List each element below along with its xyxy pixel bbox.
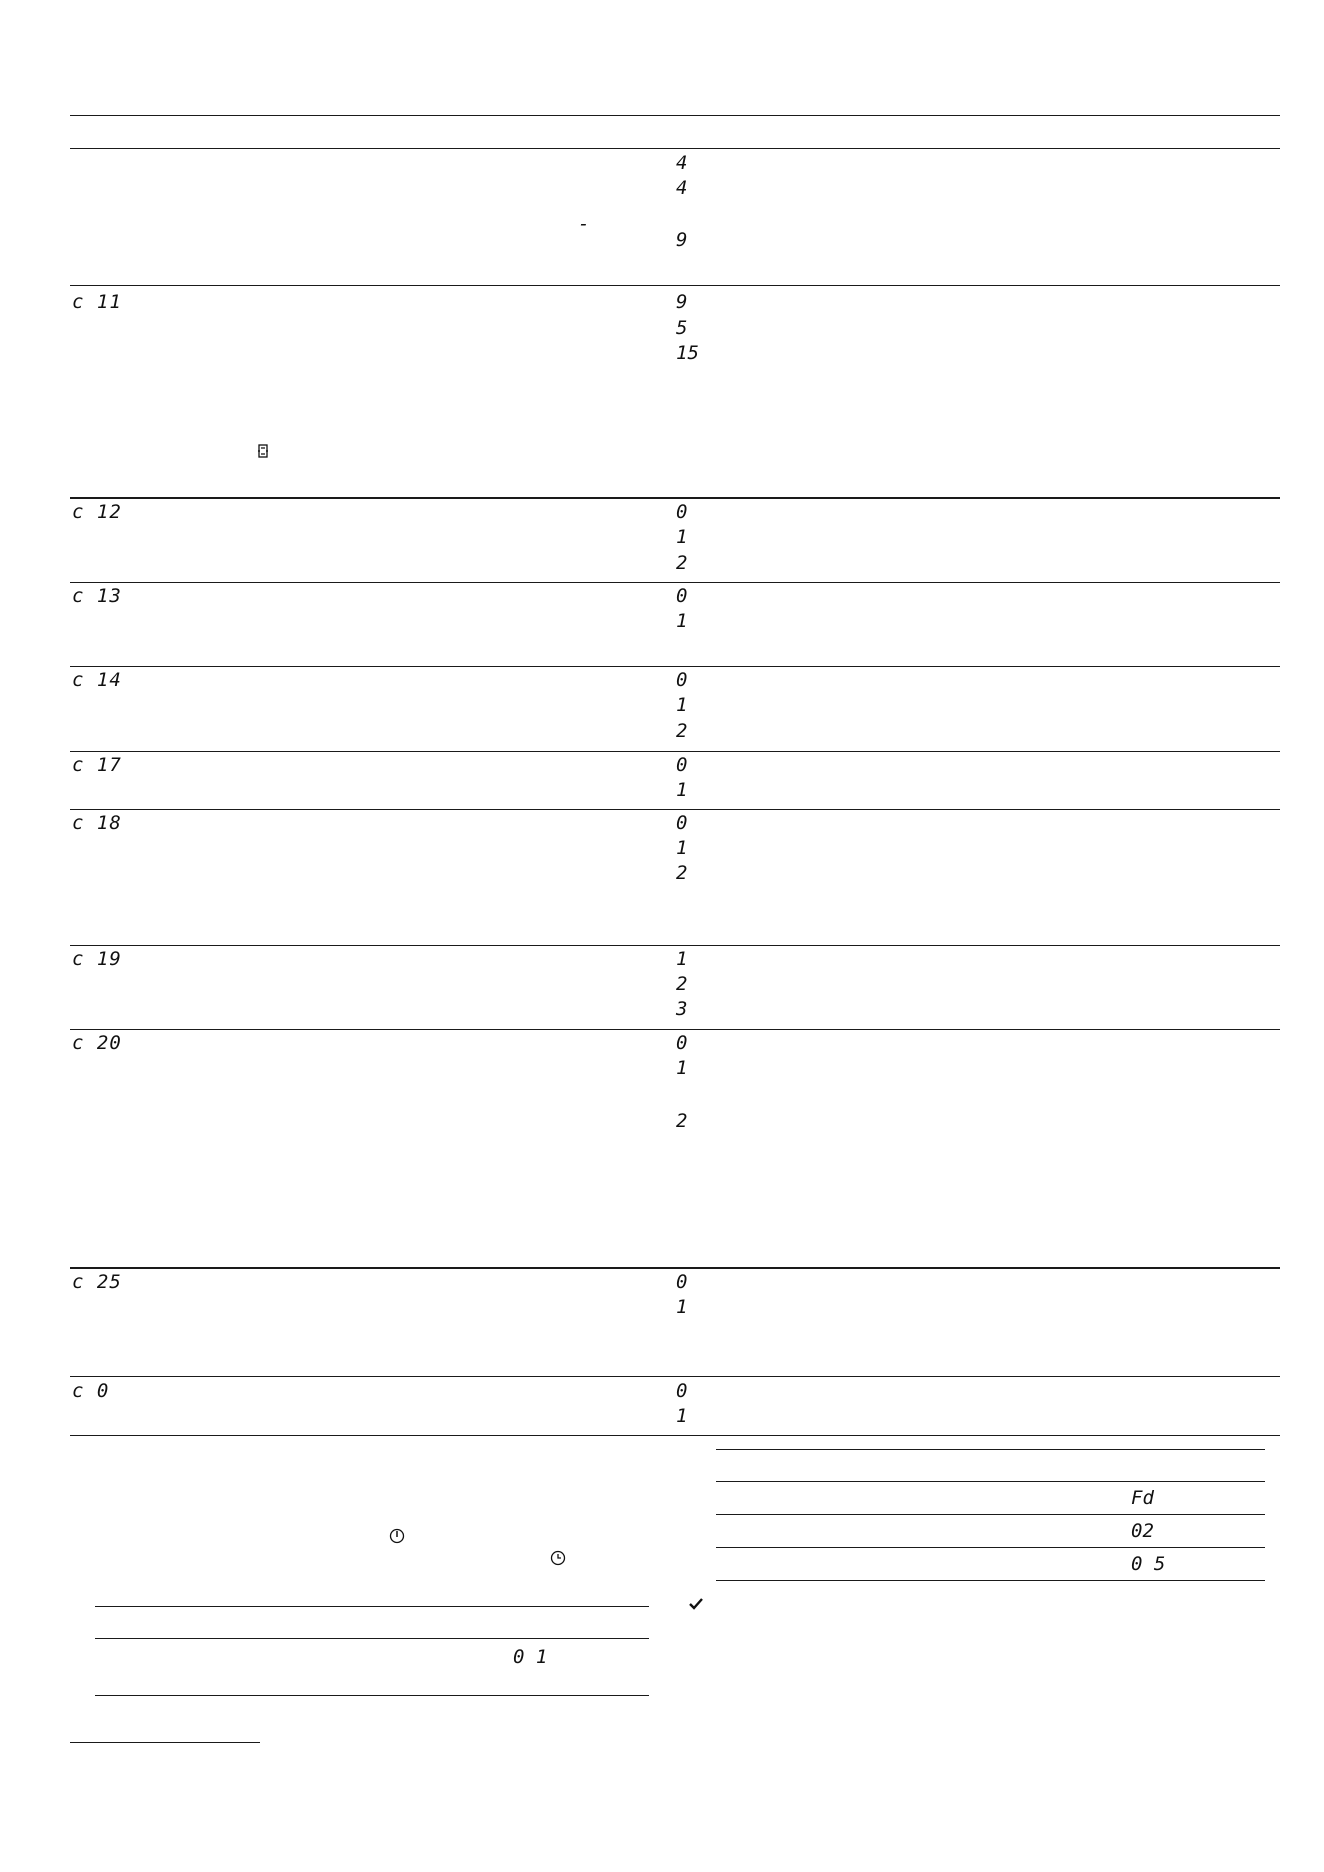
row1-value-2: 4: [676, 177, 688, 199]
c11-value-3: 15: [676, 342, 699, 364]
right-table-top-rule: [716, 1449, 1265, 1450]
right-table-value-2: 02: [1131, 1520, 1154, 1542]
row-divider: [70, 1029, 1280, 1030]
row-code-c11: c 11: [72, 291, 122, 313]
row-code-c17: c 17: [72, 754, 122, 776]
c19-value-1: 1: [676, 948, 688, 970]
c19-value-3: 3: [676, 998, 688, 1020]
sub-table-top-rule: [95, 1606, 649, 1607]
c12-value-3: 2: [676, 552, 688, 574]
c18-value-2: 1: [676, 837, 688, 859]
footnote-rule: [70, 1742, 260, 1743]
c18-value-1: 0: [676, 812, 688, 834]
c14-value-1: 0: [676, 669, 688, 691]
c17-value-2: 1: [676, 779, 688, 801]
checkmark-icon: [689, 1598, 703, 1610]
c20-value-3: 2: [676, 1110, 688, 1132]
row-divider: [70, 751, 1280, 752]
row1-value-1: 4: [676, 152, 688, 174]
c12-value-2: 1: [676, 526, 688, 548]
c20-value-2: 1: [676, 1057, 688, 1079]
right-table-header-rule: [716, 1481, 1265, 1482]
c14-value-2: 1: [676, 694, 688, 716]
row-code-c25: c 25: [72, 1271, 122, 1293]
sub-table-value: 0 1: [513, 1646, 548, 1668]
sub-table-header-rule: [95, 1638, 649, 1639]
c25-value-1: 0: [676, 1271, 688, 1293]
table-bottom-rule: [70, 1435, 1280, 1436]
row-code-c0: c 0: [72, 1380, 110, 1402]
row-code-c13: c 13: [72, 585, 122, 607]
table-header-bottom-rule: [70, 148, 1280, 149]
c19-value-2: 2: [676, 973, 688, 995]
c18-value-3: 2: [676, 862, 688, 884]
row1-value-3: 9: [676, 229, 688, 251]
c14-value-3: 2: [676, 720, 688, 742]
row-divider: [70, 285, 1280, 286]
row-divider: [70, 1376, 1280, 1377]
row-divider: [70, 945, 1280, 946]
right-table-rule: [716, 1547, 1265, 1548]
row-code-c18: c 18: [72, 812, 122, 834]
row-code-c20: c 20: [72, 1032, 122, 1054]
right-table-rule: [716, 1514, 1265, 1515]
table-header-top-rule: [70, 115, 1280, 116]
row-divider: [70, 582, 1280, 583]
c12-value-1: 0: [676, 501, 688, 523]
row-divider: [70, 809, 1280, 810]
c0-value-2: 1: [676, 1405, 688, 1427]
c11-value-1: 9: [676, 291, 688, 313]
row-divider: [70, 1267, 1280, 1269]
row-code-c19: c 19: [72, 948, 122, 970]
c17-value-1: 0: [676, 754, 688, 776]
right-table-value-3: 0 5: [1131, 1553, 1166, 1575]
c13-value-1: 0: [676, 585, 688, 607]
right-table-value-1: Fd: [1131, 1487, 1154, 1509]
row-code-c12: c 12: [72, 501, 122, 523]
row-divider: [70, 497, 1280, 499]
pot-symbol-icon: [257, 443, 269, 459]
c25-value-2: 1: [676, 1296, 688, 1318]
c11-value-2: 5: [676, 317, 688, 339]
row-code-c14: c 14: [72, 669, 122, 691]
c13-value-2: 1: [676, 610, 688, 632]
c0-value-1: 0: [676, 1380, 688, 1402]
right-table-bottom-rule: [716, 1580, 1265, 1581]
c20-value-1: 0: [676, 1032, 688, 1054]
sub-table-bottom-rule: [95, 1695, 649, 1696]
row1-dash-mark: -: [578, 213, 590, 235]
clock-icon: [550, 1550, 566, 1566]
row-divider: [70, 666, 1280, 667]
power-icon: [389, 1528, 405, 1544]
